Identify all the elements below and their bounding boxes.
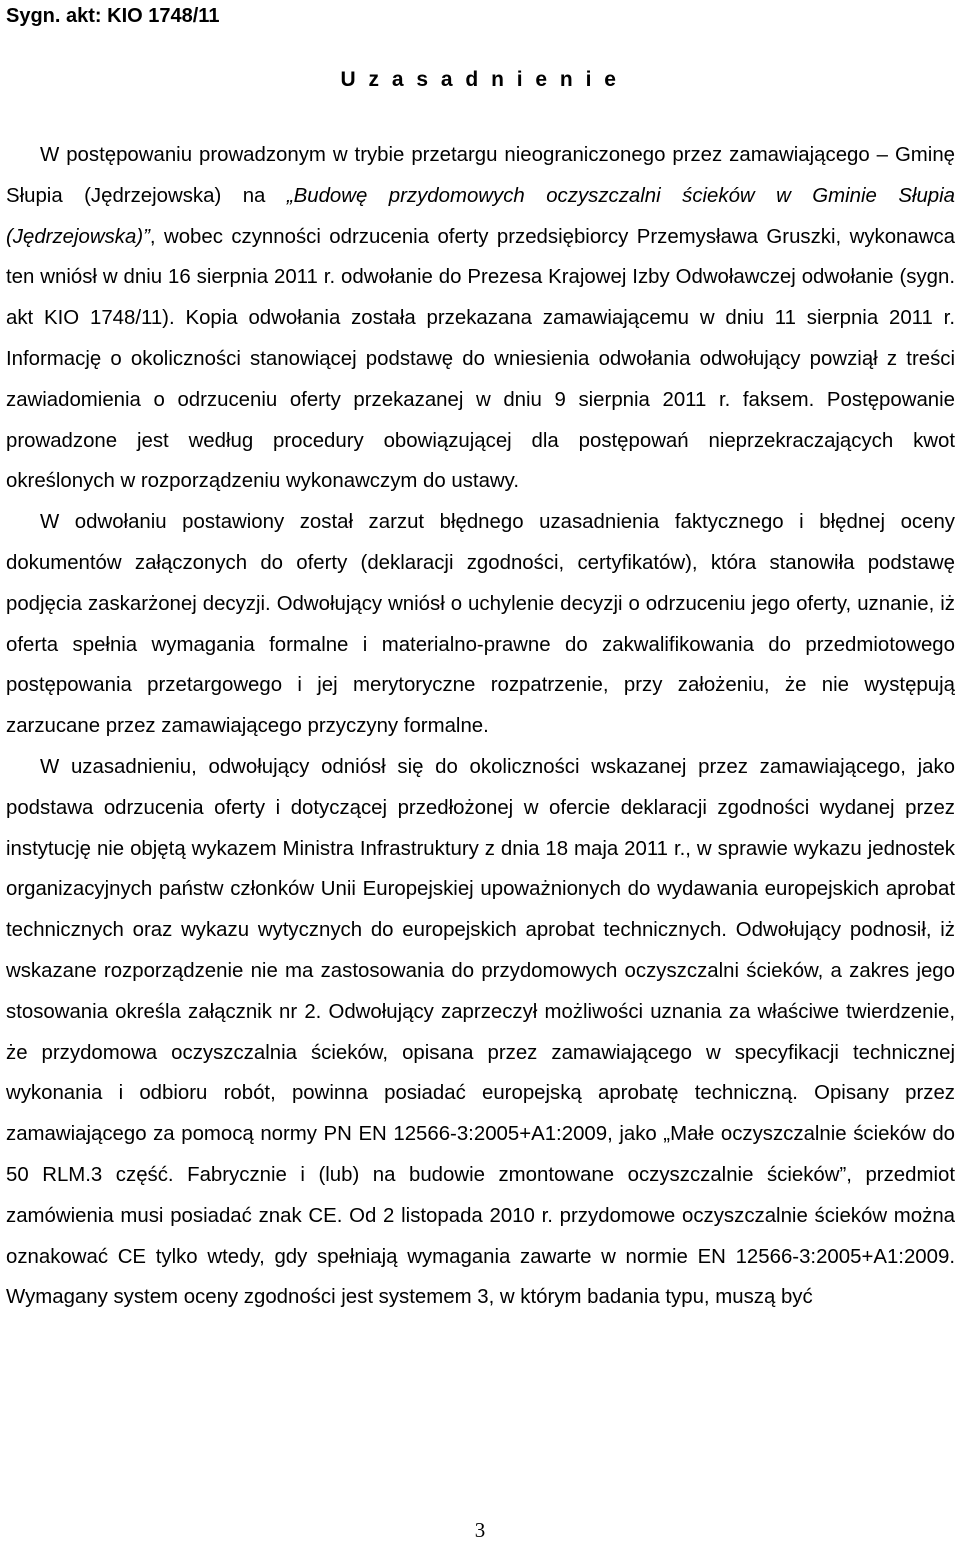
case-signature: Sygn. akt: KIO 1748/11	[6, 5, 220, 27]
paragraph-1-text-b: , wobec czynności odrzucenia oferty przedsiębiorcy Przemysława Gruszki, wykonawca ten wniósł w dniu 16 sierpnia 2011 r. odwołanie do Prezesa Krajowej Izby Odwoławczej odwołanie (sygn. akt KIO 1748/11). Kopia odwołania została przekazana zamawiającemu w dniu 11 sierpnia 2011 r. Informację o okoliczności stanowiącej podstawę do wniesienia odwołania odwołujący powziął z treści zawiadomienia o odrzuceniu oferty przekazanej w dniu 9 sierpnia 2011 r. faksem. Postępowanie prowadzone jest według procedury obowiązującej dla postępowań nieprzekraczających kwot określonych w rozporządzeniu wykonawczym do ustawy.	[6, 225, 955, 493]
paragraph-3: W uzasadnieniu, odwołujący odniósł się do okoliczności wskazanej przez zamawiającego, jako podstawa odrzucenia oferty i dotyczącej przedłożonej w ofercie deklaracji zgodności wydanej przez instytucję nie objętą wykazem Ministra Infrastruktury z dnia 18 maja 2011 r., w sprawie wykazu jednostek organizacyjnych państw członków Unii Europejskiej upoważnionych do wydawania europejskich aprobat technicznych oraz wykazu wytycznych do europejskich aprobat technicznych. Odwołujący podnosił, iż wskazane rozporządzenie nie ma zastosowania do przydomowych oczyszczalni ścieków, a zakres jego stosowania określa załącznik nr 2. Odwołujący zaprzeczył możliwości uznania za właściwe twierdzenie, że przydomowa oczyszczalnia ścieków, opisana przez zamawiającego w specyfikacji technicznej wykonania i odbioru robót, powinna posiadać europejską aprobatę techniczną. Opisany przez zamawiającego za pomocą normy PN EN 12566-3:2005+A1:2009, jako „Małe oczyszczalnie ścieków do 50 RLM.3 część. Fabrycznie i (lub) na budowie zmontowane oczyszczalnie ścieków”, przedmiot zamówienia musi posiadać znak CE. Od 2 listopada 2010 r. przydomowe oczyszczalnie ścieków można oznakować CE tylko wtedy, gdy spełniają wymagania zawarte w normie EN 12566-3:2005+A1:2009. Wymagany system oceny zgodności jest systemem 3, w którym badania typu, muszą być	[6, 755, 955, 1309]
page-number: 3	[474, 1518, 486, 1542]
paragraph-1-italic-title: „Budowę przydomowych oczyszczalni ścieków w Gminie Słupia (Jędrzejowska)”	[6, 184, 956, 248]
paragraph-1-text-a: W postępowaniu prowadzonym w trybie przetargu nieograniczonego przez zamawiającego – Gminę Słupia (Jędrzejowska) na	[6, 144, 955, 207]
document-body	[6, 135, 955, 1318]
paragraph-1	[6, 135, 955, 502]
document-title: U z a s a d n i e n i e	[340, 68, 620, 91]
paragraph-2: W odwołaniu postawiony został zarzut błędnego uzasadnienia faktycznego i błędnej oceny dokumentów załączonych do oferty (deklaracji zgodności, certyfikatów), która stanowiła podstawę podjęcia zaskarżonej decyzji. Odwołujący wniósł o uchylenie decyzji o odrzuceniu jego oferty, uznanie, iż oferta spełnia wymagania formalne i materialno-prawne do zakwalifikowania do przedmiotowego postępowania przetargowego i jej merytoryczne rozpatrzenie, przy założeniu, że nie występują zarzucane przez zamawiającego przyczyny formalne.	[6, 511, 955, 738]
